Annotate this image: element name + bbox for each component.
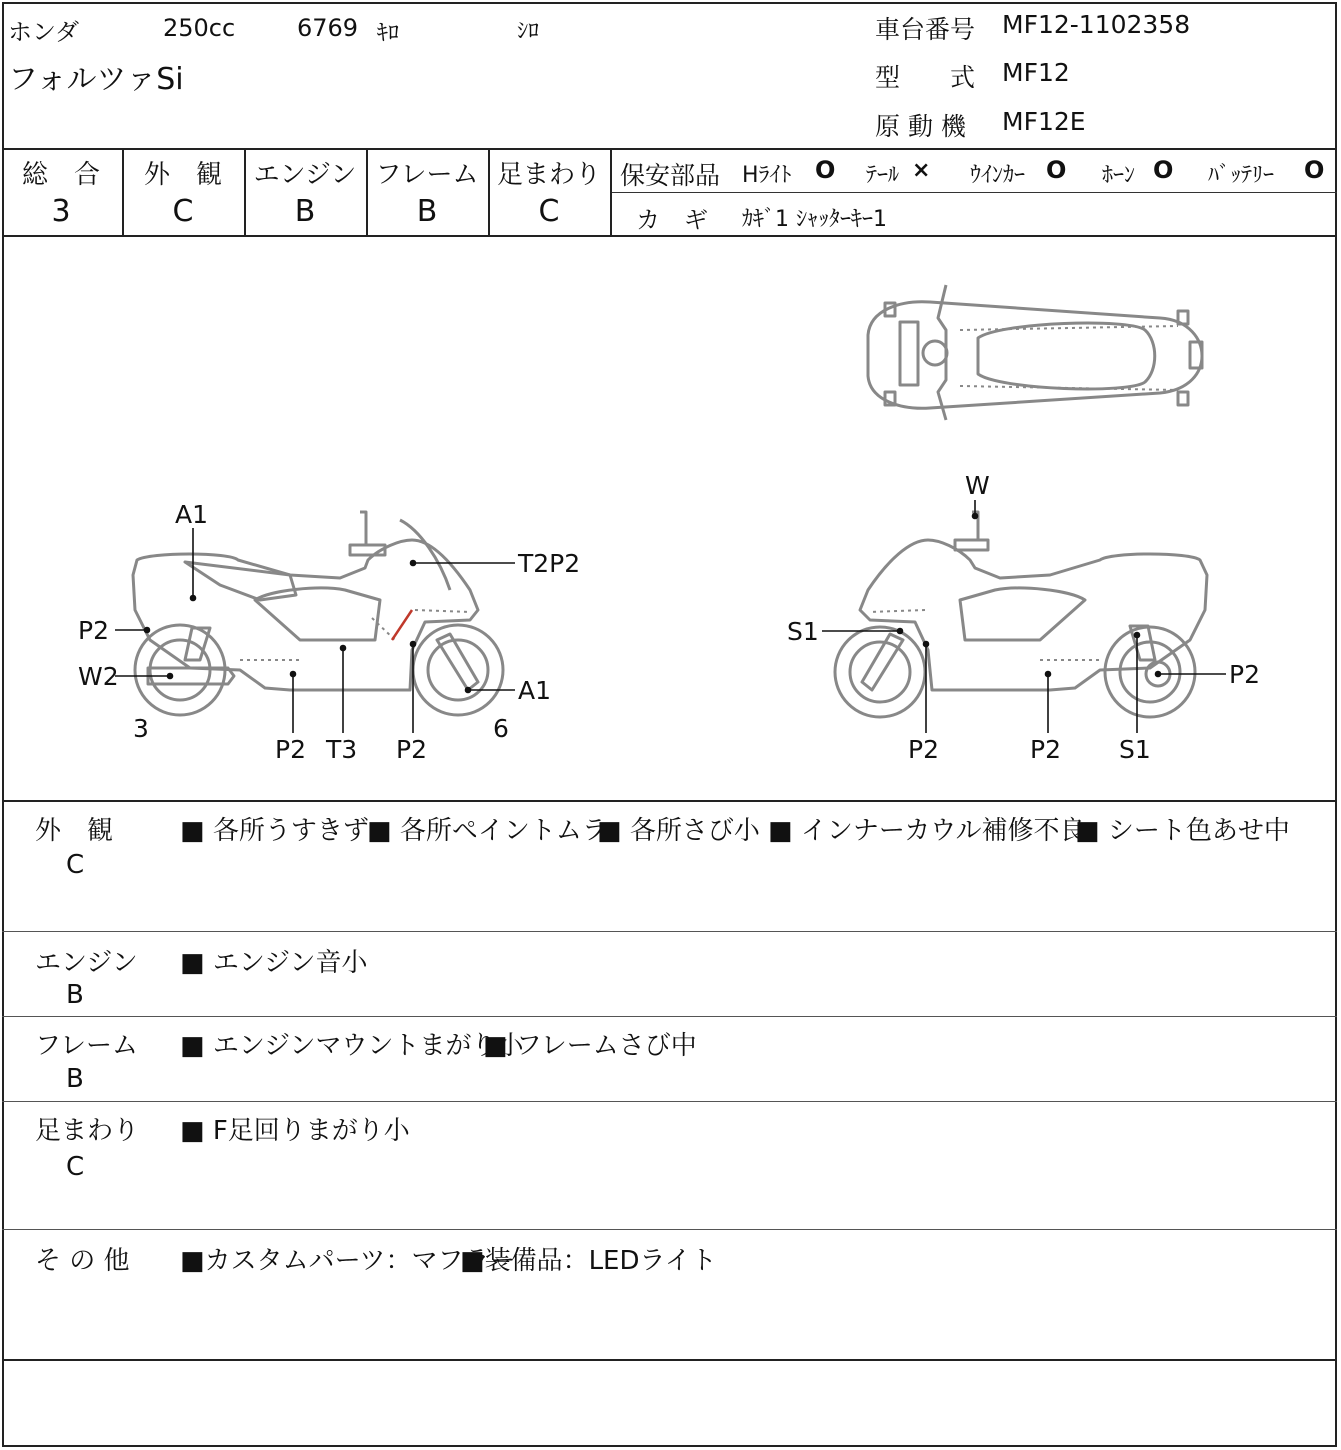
divider [2,1359,1337,1361]
frame-section-grade: B [66,1064,84,1094]
engine-grade-label: エンジン [253,160,357,190]
label-p2-right: P2 [1229,660,1260,689]
suspension-grade: C [538,194,560,229]
tail-status: × [912,158,931,183]
label-a1-top: A1 [175,500,209,529]
label-a1-right: A1 [518,676,552,705]
frame-no: MF12-1102358 [1002,10,1191,39]
other-item: ■カスタムパーツ：マフラー [180,1246,516,1276]
frame-grade: B [416,194,438,229]
engine-item: ■ エンジン音小 [180,948,368,978]
divider [2,1229,1337,1230]
engine-grade: B [294,194,316,229]
exterior-item: ■ インナーカウル補修不良 [768,816,1086,846]
engine-label: 原 動 機 [875,112,966,141]
scooter-right-view-icon [835,512,1207,717]
divider [612,192,1337,193]
mileage-unit: ｷﾛ [377,21,400,46]
exterior-label: 外 観 [143,160,222,190]
damage-diagram [0,237,1341,800]
exterior-item: ■ 各所さび小 [597,816,760,846]
label-p2-bottom-r2: P2 [1030,735,1061,764]
scooter-top-view-icon [868,285,1202,420]
divider [2,1101,1337,1102]
horn-label: ﾎｰﾝ [1102,163,1136,188]
label-s1-left: S1 [787,617,819,646]
exterior-section-grade: C [66,850,85,880]
scooter-left-view-icon [133,512,503,715]
other-item: ■装備品：LEDライト [460,1246,717,1276]
horn-status: O [1153,156,1174,184]
label-w2: W2 [78,662,119,691]
winker-status: O [1046,156,1067,184]
exterior-item: ■ 各所ペイントムラ [367,816,608,846]
suspension-section-label: 足まわり [35,1116,140,1146]
divider [2,931,1337,932]
divider [2,800,1337,802]
exterior-section-label: 外 観 [35,816,114,846]
label-s1-bottom: S1 [1119,735,1151,764]
safety-label: 保安部品 [620,161,721,190]
label-t3: T3 [326,735,358,764]
frame-grade-label: フレーム [375,160,479,190]
label-rear-tire: 3 [133,714,149,743]
divider [2,148,1337,150]
overall-grade: 3 [51,194,71,229]
battery-status: O [1304,156,1325,184]
engine-section-grade: B [66,980,84,1010]
label-p2-bottom-2: P2 [396,735,427,764]
exterior-grade: C [172,194,194,229]
engine-type: MF12E [1002,107,1086,136]
suspension-item: ■ F足回りまがり小 [180,1116,410,1146]
suspension-grade-label: 足まわり [496,160,601,190]
frame-item: ■ フレームさび中 [483,1031,697,1061]
divider [2,1016,1337,1017]
mileage: 6769 [297,14,359,42]
winker-label: ｳｲﾝｶｰ [970,163,1026,188]
tail-label: ﾃｰﾙ [866,163,900,188]
displacement: 250cc [163,14,236,42]
label-w: W [965,471,990,500]
headlight-status: O [815,156,836,184]
frame-no-label: 車台番号 [875,15,976,44]
label-p2-left: P2 [78,616,109,645]
frame-item: ■ エンジンマウントまがり小 [180,1031,524,1061]
model-type-label: 型 式 [875,63,976,92]
label-front-tire: 6 [493,714,509,743]
color: ｼﾛ [517,19,540,44]
overall-label: 総 合 [21,160,100,190]
model-type: MF12 [1002,58,1070,87]
label-t2p2: T2P2 [518,549,581,578]
label-p2-bottom-r1: P2 [908,735,939,764]
model-name: フォルツァSi [8,62,184,97]
keys-value: ｶｷﾞ1 ｼｬｯﾀｰｷｰ1 [742,207,887,232]
label-p2-bottom-1: P2 [275,735,306,764]
frame-section-label: フレーム [35,1031,138,1061]
engine-section-label: エンジン [35,948,138,978]
battery-label: ﾊﾞｯﾃﾘｰ [1208,163,1275,188]
exterior-item: ■ シート色あせ中 [1075,816,1290,846]
keys-label: カ ギ [636,206,708,234]
other-section-label: そ の 他 [35,1246,130,1276]
exterior-item: ■ 各所うすきず [180,816,369,846]
headlight-label: Hﾗｲﾄ [742,163,792,188]
damage-mark [392,610,412,640]
maker: ホンダ [8,18,80,46]
suspension-section-grade: C [66,1152,85,1182]
